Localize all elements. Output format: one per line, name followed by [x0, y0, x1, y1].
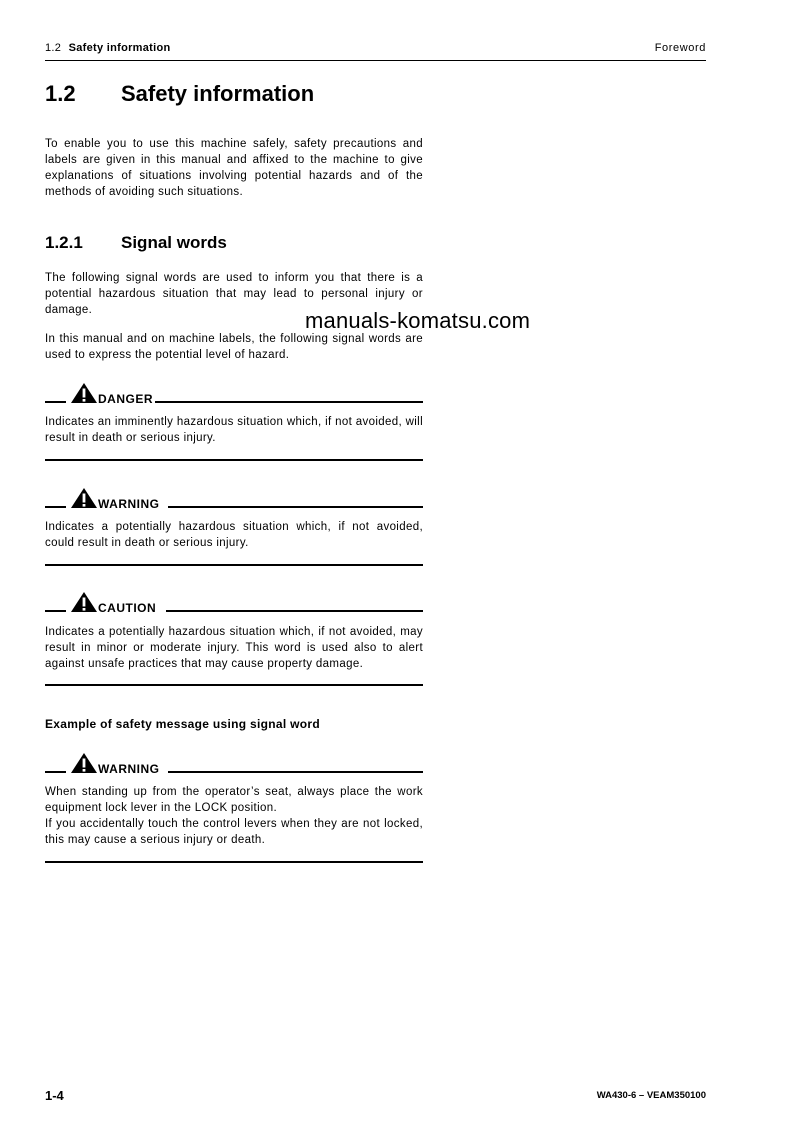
- signal-bar-tail-rule: [155, 401, 423, 403]
- example-title: Example of safety message using signal word: [45, 717, 320, 731]
- danger-signal-bar: [45, 383, 423, 405]
- warning-triangle-icon: [70, 382, 98, 404]
- signal-bar-tail-rule: [168, 771, 423, 773]
- signal-bar-lead-rule: [45, 506, 66, 508]
- warning-triangle-icon: [70, 591, 98, 613]
- subsection-title: Signal words: [121, 233, 227, 252]
- running-header-number: 1.2: [45, 42, 62, 54]
- warning-description: Indicates a potentially hazardous situation which, if not avoided, could result in death or serious injury.: [45, 521, 423, 549]
- subsection-number: 1.2.1: [45, 233, 83, 252]
- signal-word-caution: CAUTION: [98, 601, 157, 615]
- signal-bar-lead-rule: [45, 610, 66, 612]
- warning-triangle-icon: [70, 752, 98, 774]
- warning-end-rule: [45, 564, 423, 566]
- document-code: WA430-6 – VEAM350100: [596, 1090, 706, 1101]
- signal-words-paragraph-2: In this manual and on machine labels, the following signal words are used to express the potential level of hazard.: [45, 333, 423, 361]
- signal-bar-tail-rule: [166, 610, 423, 612]
- running-header-chapter: Foreword: [654, 42, 706, 54]
- signal-bar-lead-rule: [45, 771, 66, 773]
- example-message-line-2: If you accidentally touch the control levers when they are not locked, this may cause a serious injury or death.: [45, 818, 423, 846]
- signal-bar-lead-rule: [45, 401, 66, 403]
- signal-words-paragraph-1: The following signal words are used to inform you that there is a potential hazardous situation that may lead to personal injury or damage.: [45, 272, 423, 316]
- danger-end-rule: [45, 459, 423, 461]
- running-header-title: Safety information: [68, 42, 171, 54]
- watermark-text: manuals-komatsu.com: [305, 308, 531, 333]
- signal-bar-tail-rule: [168, 506, 423, 508]
- example-message-line-1: When standing up from the operator’s seat, always place the work equipment lock lever in the LOCK position.: [45, 786, 423, 814]
- section-number: 1.2: [45, 81, 76, 106]
- header-rule: [45, 60, 706, 61]
- caution-description: Indicates a potentially hazardous situation which, if not avoided, may result in minor or moderate injury. This word is used also to alert against unsafe practices that may cause property damage.: [45, 626, 423, 670]
- signal-word-warning: WARNING: [98, 497, 160, 511]
- example-warning-signal-bar: [45, 753, 423, 775]
- warning-triangle-icon: [70, 487, 98, 509]
- example-signal-word: WARNING: [98, 762, 160, 776]
- signal-word-danger: DANGER: [98, 392, 154, 406]
- warning-signal-bar: [45, 488, 423, 510]
- running-header-section: [45, 42, 171, 54]
- section-title: Safety information: [121, 81, 315, 106]
- example-end-rule: [45, 861, 423, 863]
- section-heading: [45, 81, 314, 107]
- page-number: 1-4: [45, 1088, 64, 1103]
- caution-signal-bar: [45, 592, 423, 614]
- danger-description: Indicates an imminently hazardous situation which, if not avoided, will result in death or serious injury.: [45, 416, 423, 444]
- subsection-heading: [45, 233, 227, 253]
- intro-paragraph: To enable you to use this machine safely, safety precautions and labels are given in this manual and affixed to the machine to give explanations of situations involving potential hazards and of the methods of avoiding such situations.: [45, 138, 423, 198]
- caution-end-rule: [45, 684, 423, 686]
